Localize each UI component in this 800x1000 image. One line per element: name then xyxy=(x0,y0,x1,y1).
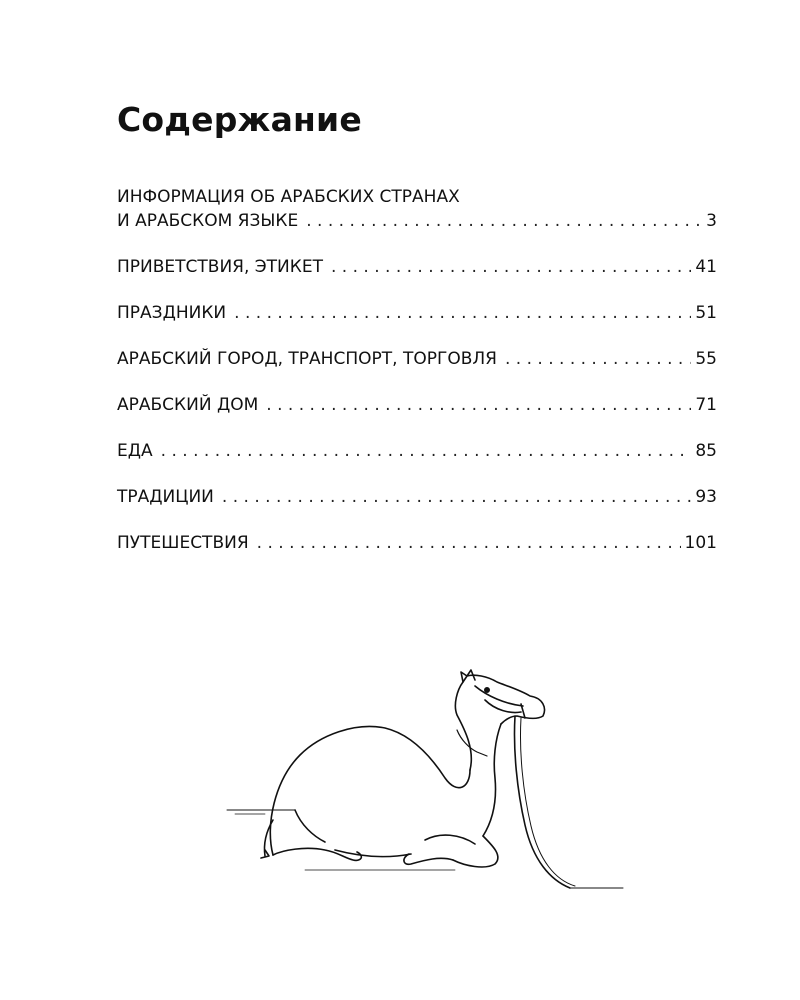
toc-entry-label: ПУТЕШЕСТВИЯ xyxy=(117,533,249,553)
toc-entry-food[interactable] xyxy=(117,439,717,463)
toc-entry-label: ЕДА xyxy=(117,441,153,461)
toc-entry-label: АРАБСКИЙ ДОМ xyxy=(117,395,259,415)
toc-entry-traditions[interactable] xyxy=(117,485,717,509)
dot-leader xyxy=(257,531,681,555)
dot-leader xyxy=(306,209,702,233)
dot-leader xyxy=(266,393,691,417)
toc-entry-label: И АРАБСКОМ ЯЗЫКЕ xyxy=(117,211,299,231)
toc-page-number: 93 xyxy=(695,487,717,507)
toc-entry-label: АРАБСКИЙ ГОРОД, ТРАНСПОРТ, ТОРГОВЛЯ xyxy=(117,349,497,369)
toc-page-number: 85 xyxy=(695,441,717,461)
toc-page-number: 101 xyxy=(684,533,717,553)
toc-entry-travel[interactable] xyxy=(117,531,717,555)
dot-leader xyxy=(505,347,691,371)
toc-entry-label: ТРАДИЦИИ xyxy=(117,487,214,507)
toc-page-number: 51 xyxy=(695,303,717,323)
toc-page-number: 55 xyxy=(695,349,717,369)
toc-page-number: 71 xyxy=(695,395,717,415)
toc-entry-city[interactable] xyxy=(117,347,717,371)
camel-illustration xyxy=(225,660,625,890)
dot-leader xyxy=(234,301,691,325)
toc-entry-label: ПРАЗДНИКИ xyxy=(117,303,227,323)
toc-entry-house[interactable] xyxy=(117,393,717,417)
toc-page-number: 41 xyxy=(695,257,717,277)
table-of-contents xyxy=(117,185,717,555)
toc-entry-greetings[interactable] xyxy=(117,255,717,279)
toc-entry-label-line1: ИНФОРМАЦИЯ ОБ АРАБСКИХ СТРАНАХ xyxy=(117,187,460,207)
dot-leader xyxy=(161,439,692,463)
toc-page-number: 3 xyxy=(706,211,717,231)
toc-entry-arab-countries[interactable] xyxy=(117,185,717,233)
dot-leader xyxy=(331,255,691,279)
toc-entry-label: ПРИВЕТСТВИЯ, ЭТИКЕТ xyxy=(117,257,323,277)
dot-leader xyxy=(222,485,691,509)
page-title: Содержание xyxy=(117,100,362,139)
toc-entry-holidays[interactable] xyxy=(117,301,717,325)
